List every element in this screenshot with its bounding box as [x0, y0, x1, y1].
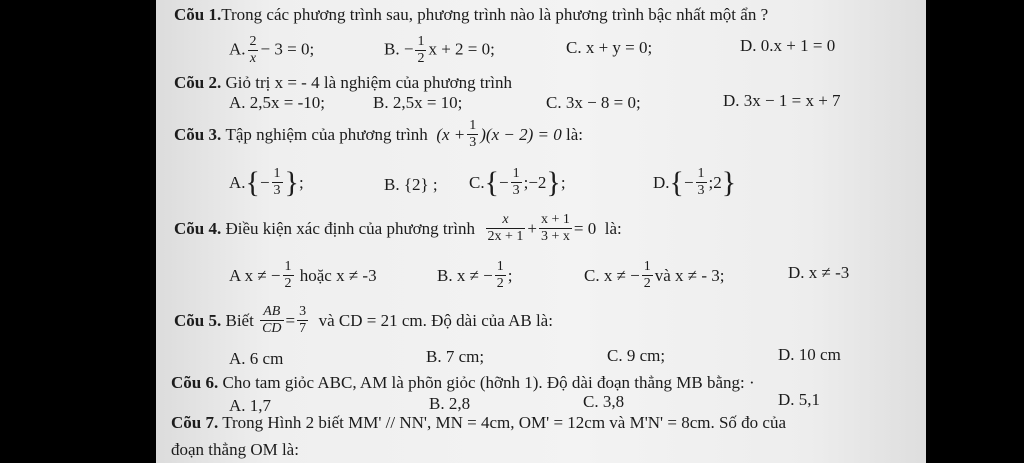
q5-tail: và CD = 21 cm. Độ dài của AB là: [318, 310, 553, 330]
q3-eq-den: 3 [469, 135, 477, 150]
q6-option-a: A. 1,7 [229, 396, 272, 415]
q6-option-b: B. 2,8 [429, 394, 471, 413]
q1-a-tail: − 3 = 0; [260, 39, 315, 59]
q3-c-num: 1 [512, 166, 520, 181]
q1-a-fraction [248, 34, 259, 67]
question-7-text: Trong Hình 2 biết MM' // NN', MN = 4cm, OM' = 12cm và M'N' = 8cm. Số đo của [222, 413, 787, 432]
q3-d-label: D. [653, 172, 670, 192]
q5-option-a: A. 6 cm [229, 349, 284, 368]
q3-c-pre: − [499, 172, 509, 192]
question-1-head: Cõu 1. [174, 5, 222, 24]
q4-option-d: D. x ≠ -3 [788, 263, 850, 282]
q5-f2-num: 3 [299, 304, 307, 319]
q4-f2-num: x + 1 [541, 212, 570, 227]
q4-b-pre: B. x ≠ − [437, 265, 493, 285]
q4-c-den: 2 [643, 276, 651, 291]
q2-option-b: B. 2,5x = 10; [373, 93, 463, 112]
q1-b-label: B. [384, 39, 400, 59]
exam-paper [156, 0, 926, 463]
q4-a-den: 2 [284, 276, 292, 291]
q1-option-c: C. x + y = 0; [566, 38, 653, 57]
question-1 [174, 5, 768, 25]
q3-d-post: ;2 [708, 172, 722, 192]
question-6-head: Cõu 6. [171, 373, 219, 392]
q3-d-pre: − [683, 172, 694, 192]
q4-option-a [229, 259, 377, 292]
q3-c-fraction [511, 166, 522, 199]
q6-option-c: C. 3,8 [583, 392, 625, 411]
q3-d-fraction [696, 166, 707, 199]
question-3-head: Cõu 3. [174, 124, 222, 144]
question-7-head: Cõu 7. [171, 413, 219, 432]
q4-fraction-2 [539, 212, 572, 245]
q2-option-a: A. 2,5x = -10; [229, 93, 325, 112]
q2-option-c: C. 3x − 8 = 0; [546, 93, 641, 112]
q3-c-den: 3 [512, 183, 520, 198]
question-5 [174, 304, 553, 337]
question-5-text: Biết [225, 310, 254, 330]
q3-d-num: 1 [697, 166, 705, 181]
q4-c-pre: C. x ≠ − [584, 265, 640, 285]
q4-a-fraction [283, 259, 294, 292]
q5-option-c: C. 9 cm; [607, 346, 666, 365]
left-brace-icon: { [484, 165, 499, 199]
question-2 [174, 73, 512, 93]
q2-option-d: D. 3x − 1 = x + 7 [723, 91, 841, 110]
q4-b-den: 2 [496, 276, 504, 291]
q4-a-tail: hoặc x ≠ -3 [299, 265, 377, 285]
question-4-text: Điều kiện xác định của phương trình [225, 218, 476, 238]
question-3 [174, 118, 583, 151]
right-brace-icon: } [284, 165, 299, 199]
q4-fraction-1 [486, 212, 526, 245]
right-brace-icon: } [721, 165, 737, 199]
q5-eq: = [285, 310, 296, 330]
q3-eq-post: )(x − 2) = 0 [480, 124, 562, 144]
q6-option-d: D. 5,1 [778, 390, 821, 409]
q4-f1-num: x [502, 212, 509, 227]
q4-f1-den: 2x + 1 [487, 229, 524, 244]
q1-a-num: 2 [249, 34, 257, 49]
q4-c-tail: và x ≠ - 3; [654, 265, 725, 285]
q3-eq-num: 1 [469, 118, 477, 133]
q3-c-tail: ; [560, 172, 566, 192]
q3-a-pre: − [259, 172, 270, 192]
q3-c-post: ;−2 [523, 172, 547, 192]
q4-c-num: 1 [643, 259, 651, 274]
q3-eq-pre: (x + [436, 124, 466, 144]
q3-a-num: 1 [273, 166, 281, 181]
question-4 [174, 212, 622, 245]
q3-option-c [469, 166, 566, 199]
q3-a-tail: ; [298, 172, 304, 192]
q3-option-b: B. {2} ; [384, 175, 438, 194]
q4-a-num: 1 [284, 259, 292, 274]
q3-option-a [229, 166, 304, 199]
q3-d-den: 3 [697, 183, 705, 198]
q5-f1-den: CD [262, 321, 282, 336]
q1-b-pre: − [403, 39, 414, 59]
q4-tail: là: [604, 218, 622, 238]
q5-f2-den: 7 [299, 321, 307, 336]
question-2-head: Cõu 2. [174, 73, 222, 92]
question-7-continuation: đoạn thẳng OM là: [171, 440, 299, 459]
q5-fraction-1 [260, 304, 283, 337]
question-7 [171, 413, 786, 433]
q4-b-tail: ; [507, 265, 513, 285]
question-5-head: Cõu 5. [174, 310, 222, 330]
q1-b-num: 1 [417, 34, 425, 49]
q5-f1-num: AB [263, 304, 281, 319]
question-3-text: Tập nghiệm của phương trình [225, 124, 428, 144]
q1-b-tail: x + 2 = 0; [428, 39, 495, 59]
q5-fraction-2 [297, 304, 308, 337]
q5-option-d: D. 10 cm [778, 345, 841, 364]
question-6-text: Cho tam giỏc ABC, AM là phõn giỏc (hỡnh 1). Độ dài đoạn thẳng MB bằng: · [222, 373, 755, 392]
q3-a-fraction [272, 166, 283, 199]
q4-eq-tail: = 0 [573, 218, 597, 238]
right-brace-icon: } [546, 165, 561, 199]
q1-option-a [229, 34, 314, 67]
q3-a-label: A. [229, 172, 246, 192]
q1-option-b [384, 34, 495, 67]
question-4-head: Cõu 4. [174, 218, 222, 238]
q4-f2-den: 3 + x [541, 229, 570, 244]
q4-b-num: 1 [496, 259, 504, 274]
q3-option-d [653, 166, 736, 199]
q4-a-pre: A x ≠ − [229, 265, 281, 285]
q1-a-label: A. [229, 39, 246, 59]
q3-tail: là: [565, 124, 583, 144]
left-brace-icon: { [245, 165, 260, 199]
question-6 [171, 373, 755, 393]
q3-a-den: 3 [273, 183, 281, 198]
q4-plus: + [527, 218, 538, 238]
q1-b-fraction [415, 34, 426, 67]
q3-eq-fraction [467, 118, 478, 151]
question-1-text: Trong các phương trình sau, phương trình nào là phương trình bậc nhất một ẩn ? [221, 5, 769, 24]
q1-option-d: D. 0.x + 1 = 0 [740, 36, 836, 55]
q5-option-b: B. 7 cm; [426, 347, 485, 366]
q4-c-fraction [642, 259, 653, 292]
q1-a-den: x [249, 51, 257, 66]
left-brace-icon: { [669, 165, 684, 199]
q1-b-den: 2 [417, 51, 425, 66]
question-2-text: Giỏ trị x = - 4 là nghiệm của phương trình [225, 73, 513, 92]
q3-c-label: C. [469, 172, 485, 192]
q4-b-fraction [495, 259, 506, 292]
q4-option-c [584, 259, 725, 292]
q4-option-b [437, 259, 513, 292]
